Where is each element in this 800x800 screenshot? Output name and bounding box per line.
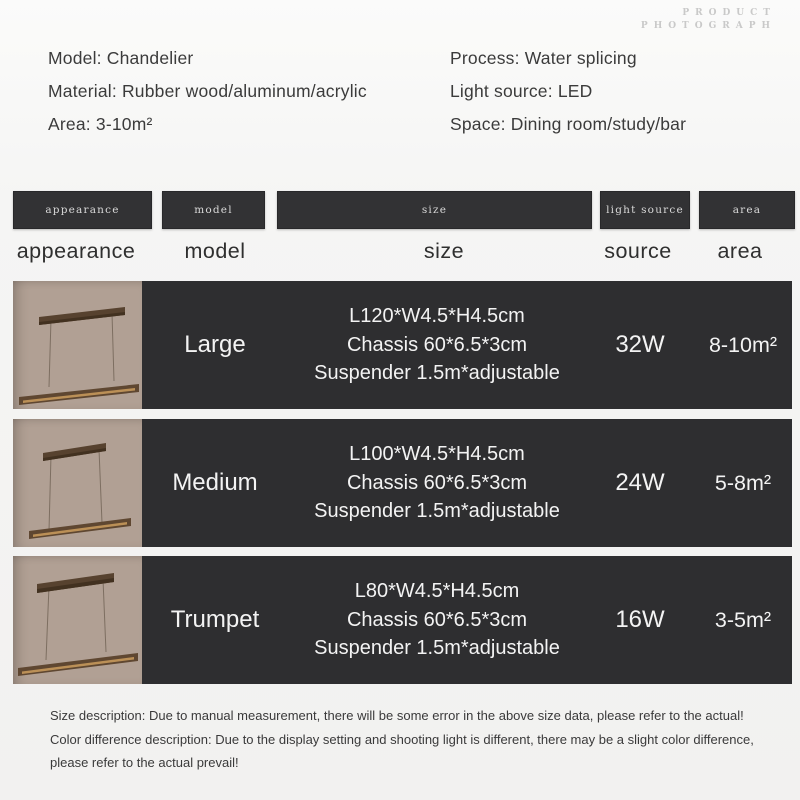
color-disclaimer-2: please refer to the actual prevail!: [50, 755, 239, 770]
header-box-size-label: size: [421, 204, 448, 216]
header-box-light-source-label: light source: [606, 204, 684, 216]
pendant-lamp-illustration: [13, 556, 142, 684]
product-info-left: [48, 42, 367, 141]
model-cell: Large: [184, 331, 246, 358]
model-cell: Medium: [172, 469, 258, 496]
header-box-appearance-label: appearance: [45, 204, 120, 216]
size-line-1: L120*W4.5*H4.5cm: [349, 305, 525, 328]
column-label-model: model: [184, 239, 246, 263]
canopy-bar: [43, 443, 106, 461]
lamp-bar: [29, 518, 131, 539]
size-disclaimer: Size description: Due to manual measurement, there will be some error in the above size data, please refer to the actual!: [50, 708, 744, 723]
info-model: Model: Chandelier: [48, 48, 194, 68]
canopy-bar: [37, 573, 114, 593]
header-box-appearance: [13, 191, 152, 229]
product-photo-large: [13, 281, 142, 409]
area-cell: 8-10m²: [708, 332, 778, 357]
column-label-size: size: [423, 239, 465, 263]
suspension-wires: [49, 449, 102, 531]
size-line-3: Suspender 1.5m*adjustable: [314, 637, 560, 660]
size-line-2: Chassis 60*6.5*3cm: [346, 471, 528, 494]
source-cell: 16W: [615, 606, 665, 633]
area-cell: 3-5m²: [714, 607, 772, 632]
column-label-source: source: [604, 239, 672, 263]
header-box-area: [699, 191, 795, 229]
table-row-medium: [13, 419, 792, 547]
area-cell: 5-8m²: [714, 470, 772, 495]
size-line-3: Suspender 1.5m*adjustable: [314, 362, 560, 385]
info-process: Process: Water splicing: [450, 48, 637, 68]
pendant-lamp-illustration: [13, 419, 142, 547]
column-label-area: area: [717, 239, 763, 263]
table-row-large: [13, 281, 792, 409]
product-photo-trumpet: [13, 556, 142, 684]
header-box-light-source: [600, 191, 690, 229]
color-disclaimer-1: Color difference description: Due to the display setting and shooting light is different, there may be a slight color difference,: [50, 731, 754, 747]
info-space: Space: Dining room/study/bar: [450, 114, 687, 134]
info-material: Material: Rubber wood/aluminum/acrylic: [48, 81, 367, 101]
product-photo-medium: [13, 419, 142, 547]
header-box-size: [277, 191, 592, 229]
size-line-3: Suspender 1.5m*adjustable: [314, 500, 560, 523]
suspension-wires: [46, 579, 106, 660]
lamp-bar: [19, 384, 139, 405]
disclaimer-notes: [50, 704, 770, 775]
size-line-1: L80*W4.5*H4.5cm: [354, 580, 520, 603]
source-cell: 32W: [615, 331, 665, 358]
size-line-2: Chassis 60*6.5*3cm: [346, 333, 528, 356]
lamp-bar: [18, 653, 138, 676]
spec-cells: [142, 419, 792, 547]
brand-line-1: PRODUCT: [682, 8, 776, 18]
product-info-right: [450, 42, 686, 141]
header-box-area-label: area: [732, 204, 762, 216]
header-box-model-label: model: [194, 204, 233, 216]
size-cell: [288, 281, 586, 409]
info-area: Area: 3-10m²: [48, 114, 153, 134]
column-label-appearance: appearance: [16, 239, 136, 263]
size-line-1: L100*W4.5*H4.5cm: [349, 443, 525, 466]
pendant-lamp-illustration: [13, 281, 142, 409]
brand-watermark: [641, 7, 776, 33]
model-cell: Trumpet: [170, 606, 260, 633]
suspension-wires: [49, 313, 114, 387]
info-light-source: Light source: LED: [450, 81, 593, 101]
spec-cells: [142, 556, 792, 684]
brand-line-2: PHOTOGRAPH: [640, 21, 776, 31]
size-line-2: Chassis 60*6.5*3cm: [346, 608, 528, 631]
size-cell: [288, 419, 586, 547]
size-cell: [288, 556, 586, 684]
table-row-trumpet: [13, 556, 792, 684]
source-cell: 24W: [615, 469, 665, 496]
spec-cells: [142, 281, 792, 409]
header-box-model: [162, 191, 265, 229]
